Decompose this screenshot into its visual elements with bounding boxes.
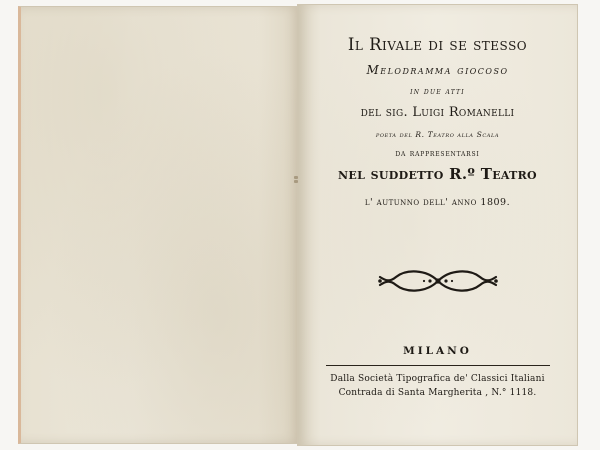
book-title: Il Rivale di se stesso (347, 35, 528, 54)
performance-note: da rappresentarsi (395, 149, 480, 159)
binding-thread (294, 180, 298, 183)
book-genre: Melodramma giocoso (366, 63, 509, 77)
printers-ornament-icon (376, 263, 500, 299)
left-page-blank (18, 6, 301, 444)
imprint-address: Contrada di Santa Margherita , N.° 1118. (338, 388, 537, 398)
book-spread (18, 4, 576, 444)
book-acts: in due atti (410, 87, 465, 96)
imprint-rule (326, 365, 550, 366)
imprint-city: MILANO (403, 345, 472, 357)
season-date: l' autunno dell' anno 1809. (364, 197, 511, 208)
theatre-name: nel suddetto R.º Teatro (338, 165, 537, 183)
imprint-publisher: Dalla Società Tipografica de' Classici Italiani (330, 374, 545, 384)
right-page-title (297, 4, 578, 446)
author-role: poeta del R. Teatro alla Scala (375, 130, 500, 139)
binding-thread (294, 176, 298, 179)
book-author: del sig. Luigi Romanelli (360, 105, 515, 120)
